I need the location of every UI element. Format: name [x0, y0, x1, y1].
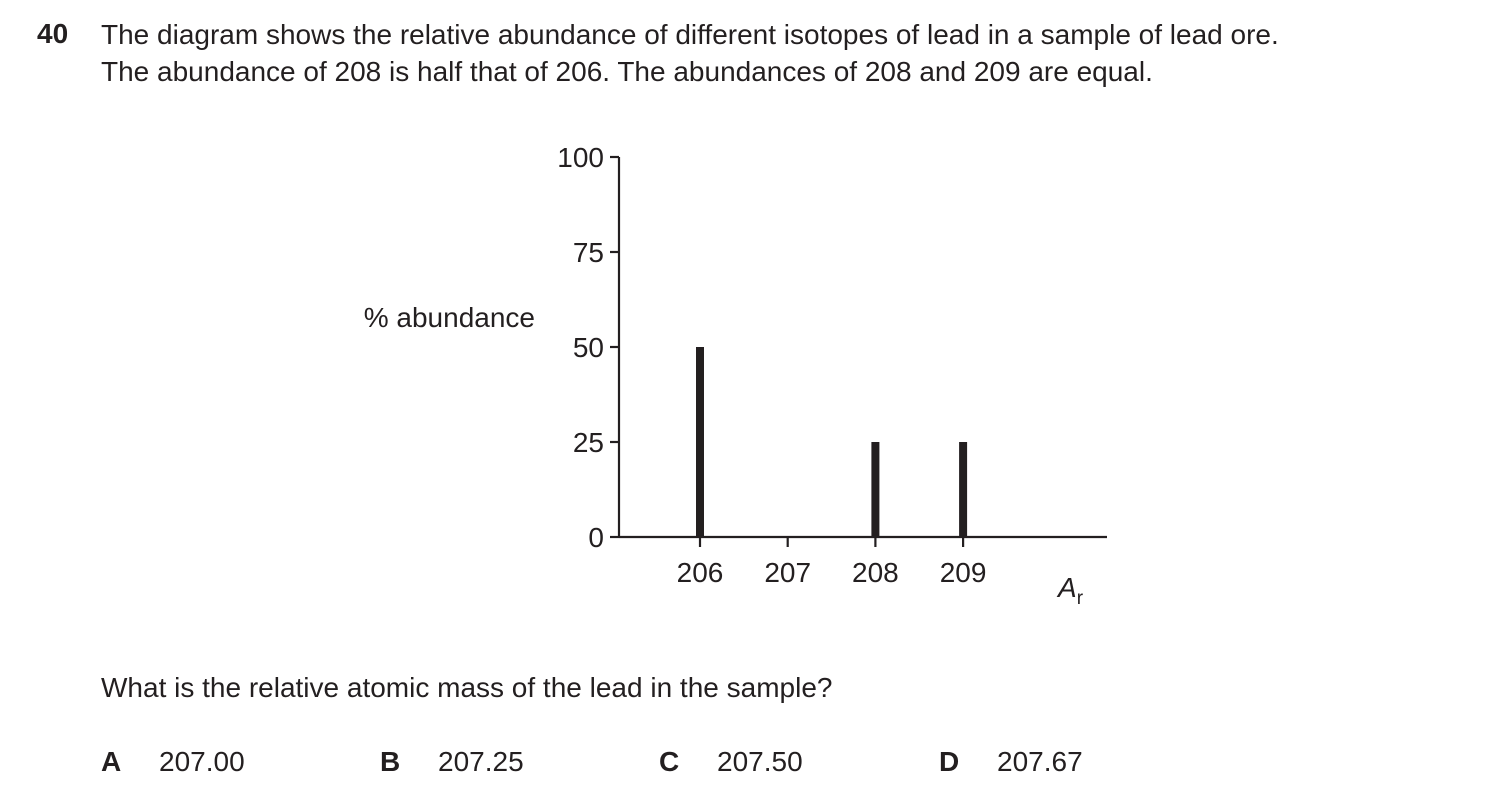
bar-209 — [959, 442, 967, 537]
option-b-value: 207.25 — [438, 746, 524, 777]
y-tick-label: 100 — [557, 142, 604, 173]
y-ticks — [557, 142, 619, 553]
bars — [696, 347, 967, 537]
x-ticks — [677, 537, 987, 588]
question-number: 40 — [37, 18, 69, 49]
option-c-letter: C — [659, 746, 680, 777]
y-tick-label: 50 — [572, 332, 604, 363]
bar-208 — [871, 442, 879, 537]
stem-line-1: The diagram shows the relative abundance of different isotopes of lead in a sample of lead ore. — [101, 19, 1279, 50]
option-d-value: 207.67 — [997, 746, 1083, 777]
option-b-letter: B — [380, 746, 401, 777]
x-tick-label: 206 — [676, 557, 724, 588]
option-a-value: 207.00 — [159, 746, 245, 777]
y-tick-label: 75 — [572, 237, 604, 268]
option-c-value: 207.50 — [717, 746, 803, 777]
y-tick-label: 25 — [572, 427, 604, 458]
option-a-letter: A — [101, 746, 122, 777]
bar-206 — [696, 347, 704, 537]
x-axis-label-sub: r — [1076, 588, 1084, 609]
option-d-letter: D — [939, 746, 960, 777]
x-tick-label: 208 — [852, 557, 899, 588]
question-prompt: What is the relative atomic mass of the lead in the sample? — [101, 672, 833, 703]
x-tick-label: 207 — [764, 557, 812, 588]
option-a[interactable] — [101, 744, 245, 780]
y-tick-label: 0 — [588, 522, 604, 553]
y-axis-label: % abundance — [363, 302, 535, 333]
stem-line-2: The abundance of 208 is half that of 206. The abundances of 208 and 209 are equal. — [101, 56, 1153, 87]
option-b[interactable] — [380, 744, 524, 780]
option-d[interactable] — [939, 744, 1083, 780]
x-axis-label-main: A — [1058, 572, 1077, 603]
option-c[interactable] — [659, 744, 803, 780]
x-axis-label — [1056, 572, 1084, 609]
x-tick-label: 209 — [939, 557, 987, 588]
